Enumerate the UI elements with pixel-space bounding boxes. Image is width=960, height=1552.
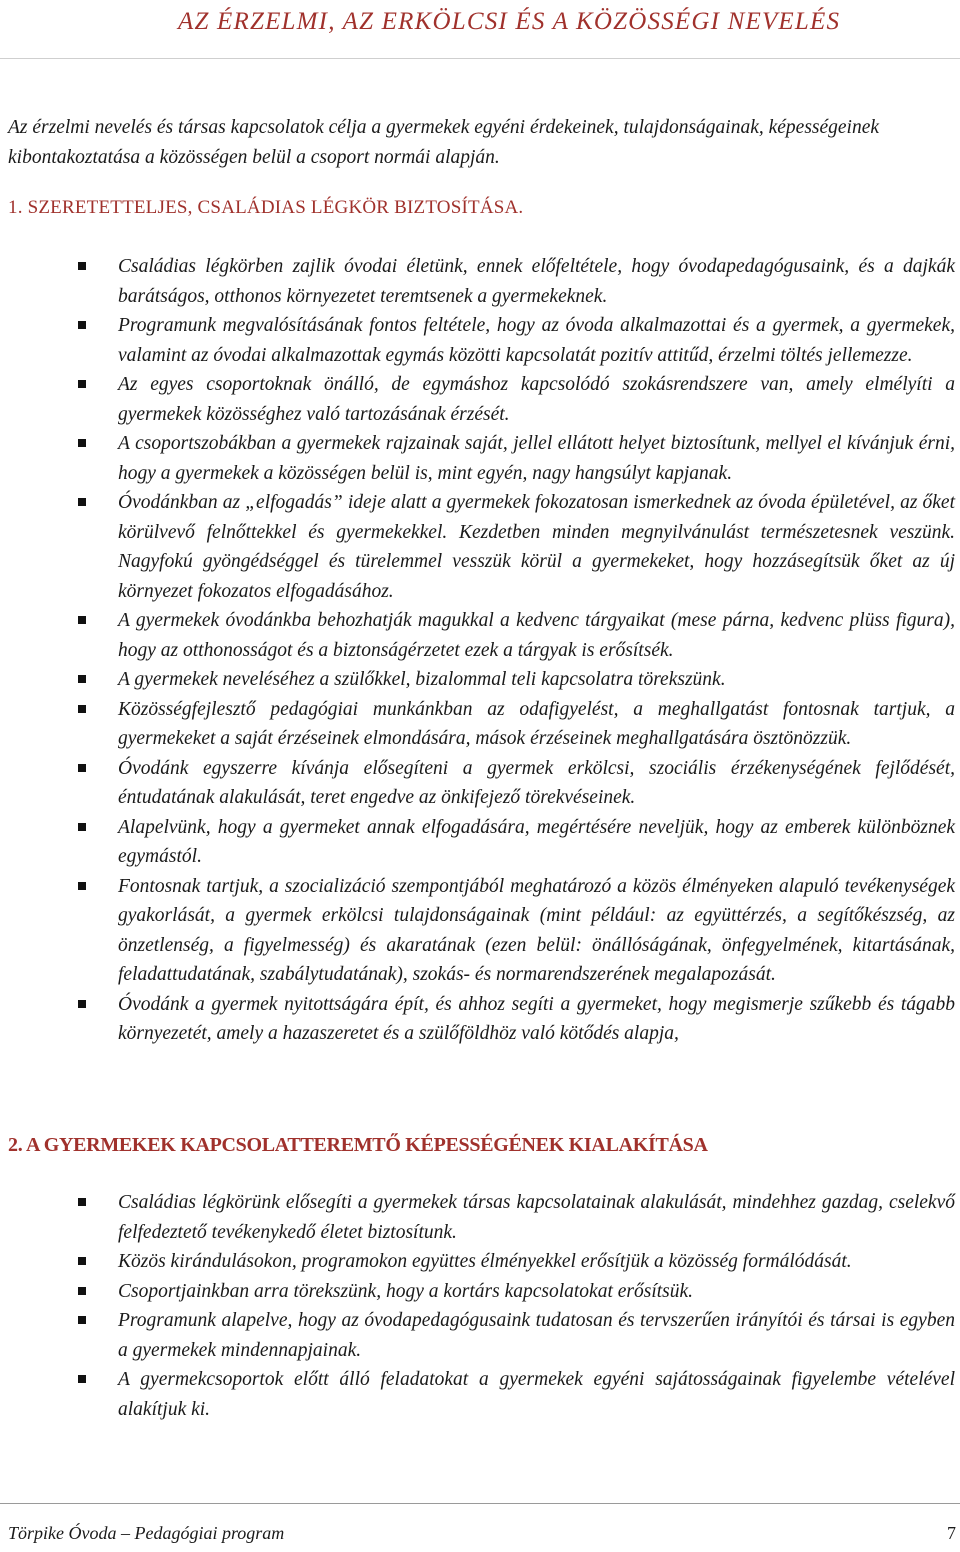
list-item-text: Közös kirándulásokon, programokon együttes élményekkel erősítjük a közösség formálódását. xyxy=(118,1251,852,1272)
list-item-text: Programunk megvalósításának fontos feltétele, hogy az óvoda alkalmazottai és a gyermek, a gyermekek, valamint az óvodai alkalmazottak egymás közötti kapcsolatát pozitív attitűd, érzelmi töltés jellemezze. xyxy=(118,315,955,366)
list-item-text: Óvodánk a gyermek nyitottságára épít, és ahhoz segíti a gyermeket, hogy megismerje szűkebb és tágabb környezetét, amely a hazaszeretet és a szülőföldhöz való kötődés alapja, xyxy=(118,993,955,1044)
list-item xyxy=(0,1277,960,1307)
list-item-text: A gyermekek neveléséhez a szülőkkel, bizalommal teli kapcsolatra törekszünk. xyxy=(118,669,726,690)
list-item-text: Programunk alapelve, hogy az óvodapedagógusaink tudatosan és tervszerűen irányítói és társai is egyben a gyermekek mindennapjainak. xyxy=(118,1310,955,1361)
list-item-text: Az egyes csoportoknak önálló, de egymáshoz kapcsolódó szokásrendszere van, amely elmélyíti a gyermekek közösséghez való tartozásának érzését. xyxy=(118,374,955,425)
square-bullet-icon xyxy=(78,616,86,624)
list-item-text: A gyermekcsoportok előtt álló feladatokat a gyermekek egyéni sajátosságainak figyelembe vételével alakítjuk ki. xyxy=(118,1369,955,1420)
square-bullet-icon xyxy=(78,1000,86,1008)
list-item xyxy=(0,1306,960,1365)
section-1-list xyxy=(0,252,960,1049)
list-item xyxy=(0,1188,960,1247)
list-item xyxy=(0,429,960,488)
list-item-text: Fontosnak tartjuk, a szocializáció szempontjából meghatározó a közös élményeken alapuló tevékenységek gyakorlását, a gyermek erkölcsi tulajdonságainak (mint például: az együttérzés, a segítőkészség, az önzetlenség, a figyelmesség) és akaratának (ezen belül: önállóságának, önfegyelmének, kitartásának, feladattudatának, szabálytudatának), szokás- és normarendszerének megalapozását. xyxy=(118,875,955,985)
list-item-text: A gyermekek óvodánkba behozhatják magukkal a kedvenc tárgyaikat (mese párna, kedvenc plüss figura), hogy az otthonosságot és a biztonságérzetet ezek a tárgyak is erősítsék. xyxy=(118,610,955,661)
square-bullet-icon xyxy=(78,675,86,683)
section-2-list xyxy=(0,1188,960,1424)
list-item-text: Óvodánkban az „elfogadás” ideje alatt a gyermekek fokozatosan ismerkednek az óvoda épületével, az őket körülvevő felnőttekkel és gyermekekkel. Kezdetben minden megnyilvánulást természetesnek veszünk. Nagyfokú gyöngédséggel és türelemmel vesszük körül a gyermekeket, hogy hozzásegítsük őket az új környezet fokozatos elfogadásához. xyxy=(118,492,955,602)
square-bullet-icon xyxy=(78,262,86,270)
list-item xyxy=(0,1247,960,1277)
section-1-heading: 1. SZERETETTELJES, CSALÁDIAS LÉGKÖR BIZTOSÍTÁSA. xyxy=(8,197,524,218)
list-item xyxy=(0,311,960,370)
list-item xyxy=(0,754,960,813)
square-bullet-icon xyxy=(78,1198,86,1206)
list-item xyxy=(0,665,960,695)
list-item-text: A csoportszobákban a gyermekek rajzainak saját, jellel ellátott helyet biztosítunk, mellyel el kívánjuk érni, hogy a gyermekek a közösségen belül is, mint egyén, nagy hangsúlyt kapjanak. xyxy=(118,433,955,484)
header-divider xyxy=(0,58,960,59)
square-bullet-icon xyxy=(78,705,86,713)
footer-divider xyxy=(0,1503,960,1504)
list-item-text: Alapelvünk, hogy a gyermeket annak elfogadására, megértésére neveljük, hogy az emberek különböznek egymástól. xyxy=(118,816,955,867)
square-bullet-icon xyxy=(78,1316,86,1324)
footer-page-number: 7 xyxy=(947,1523,956,1543)
square-bullet-icon xyxy=(78,764,86,772)
square-bullet-icon xyxy=(78,1257,86,1265)
list-item xyxy=(0,695,960,754)
list-item xyxy=(0,1365,960,1424)
square-bullet-icon xyxy=(78,498,86,506)
square-bullet-icon xyxy=(78,439,86,447)
square-bullet-icon xyxy=(78,321,86,329)
list-item-text: Családias légkörben zajlik óvodai életünk, ennek előfeltétele, hogy óvodapedagógusaink, és a dajkák barátságos, otthonos környezetet teremtsenek a gyermekeknek. xyxy=(118,256,955,307)
square-bullet-icon xyxy=(78,1375,86,1383)
square-bullet-icon xyxy=(78,882,86,890)
footer-document-title: Törpike Óvoda – Pedagógiai program xyxy=(8,1523,285,1543)
list-item xyxy=(0,370,960,429)
square-bullet-icon xyxy=(78,380,86,388)
list-item xyxy=(0,990,960,1049)
list-item xyxy=(0,606,960,665)
list-item xyxy=(0,813,960,872)
section-2-heading: 2. A GYERMEKEK KAPCSOLATTEREMTŐ KÉPESSÉGÉNEK KIALAKÍTÁSA xyxy=(8,1134,708,1156)
list-item xyxy=(0,488,960,606)
square-bullet-icon xyxy=(78,1287,86,1295)
square-bullet-icon xyxy=(78,823,86,831)
list-item-text: Családias légkörünk elősegíti a gyermekek társas kapcsolatainak alakulását, mindehhez gazdag, cselekvő felfedeztető tevékenykedő életet biztosítunk. xyxy=(118,1192,955,1243)
list-item-text: Csoportjainkban arra törekszünk, hogy a kortárs kapcsolatokat erősítsük. xyxy=(118,1280,694,1302)
page-header-title: AZ ÉRZELMI, AZ ERKÖLCSI ÉS A KÖZÖSSÉGI NEVELÉS xyxy=(178,8,841,35)
list-item xyxy=(0,252,960,311)
intro-paragraph: Az érzelmi nevelés és társas kapcsolatok célja a gyermekek egyéni érdekeinek, tulajdonságainak, képességeinek kibontakoztatása a közösségen belül a csoport normái alapján. xyxy=(8,117,880,168)
list-item-text: Közösségfejlesztő pedagógiai munkánkban az odafigyelést, a meghallgatást fontosnak tartjuk, a gyermekeket a saját érzéseinek elmondására, mások érzéseinek meghallgatására ösztönözzük. xyxy=(118,698,955,749)
list-item xyxy=(0,872,960,990)
list-item-text: Óvodánk egyszerre kívánja elősegíteni a gyermek erkölcsi, szociális érzékenységének fejlődését, éntudatának alakulását, teret engedve az önkifejező törekvéseinek. xyxy=(118,757,955,808)
